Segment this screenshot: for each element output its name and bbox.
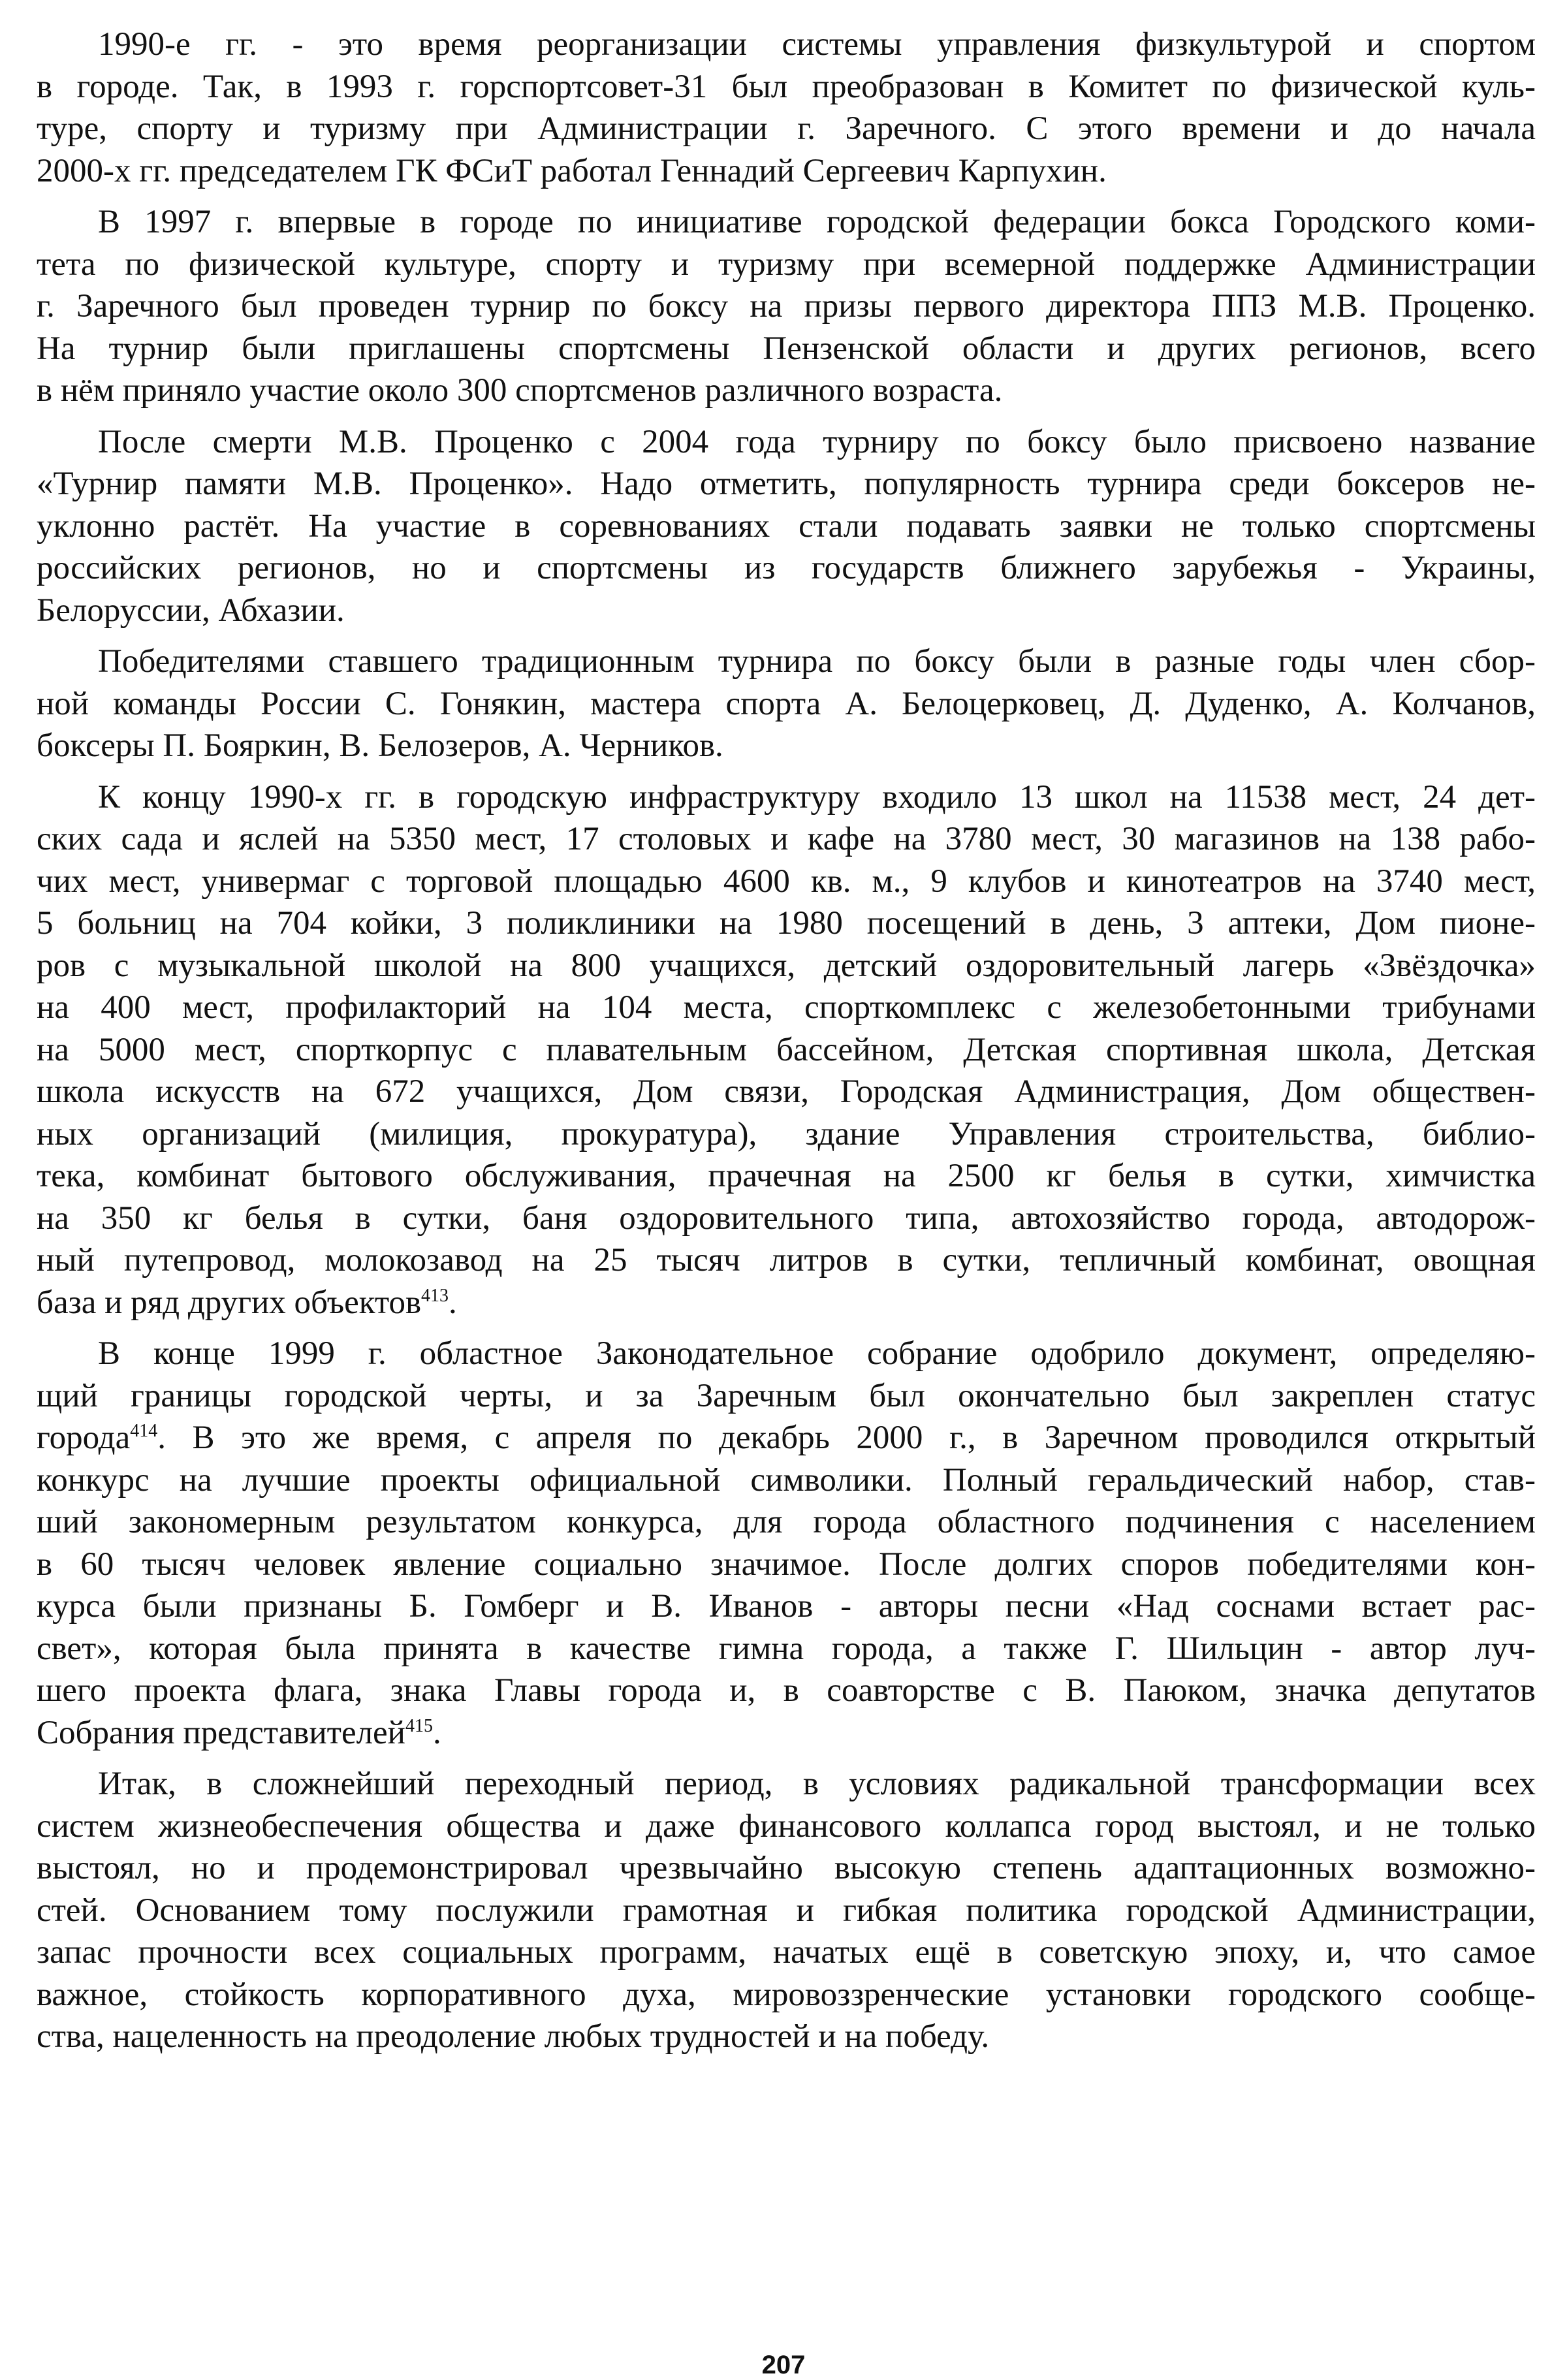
page-body	[37, 24, 1536, 2067]
text-line: В конце 1999 г. областное Законодательное собрание одобрило документ, определяю-	[98, 1335, 1536, 1372]
text-span: база и ряд других объектов	[37, 1284, 422, 1321]
text-line: После смерти М.В. Проценко с 2004 года турниру по боксу было присвоено название	[98, 423, 1536, 460]
text-line: 1990-е гг. - это время реорганизации системы управления физкультурой и спортом	[98, 26, 1536, 63]
paragraph	[37, 1333, 1536, 1754]
text-line	[37, 1712, 1536, 1754]
text-line	[37, 1417, 1536, 1459]
text-line: шего проекта флага, знака Главы города и, в соавторстве с В. Паюком, значка депутатов	[37, 1672, 1536, 1709]
text-line	[37, 1282, 1536, 1324]
text-line: школа искусств на 672 учащихся, Дом связи, Городская Администрация, Дом обществен-	[37, 1073, 1536, 1110]
text-line: курса были признаны Б. Гомберг и В. Иванов - авторы песни «Над соснами встает рас-	[37, 1588, 1536, 1625]
paragraph	[37, 776, 1536, 1324]
text-line: уклонно растёт. На участие в соревнованиях стали подавать заявки не только спортсмены	[37, 507, 1536, 545]
text-line: чих мест, универмаг с торговой площадью 4600 кв. м., 9 клубов и кинотеатров на 3740 мест,	[37, 863, 1536, 900]
text-line: 2000-х гг. председателем ГК ФСиТ работал Геннадий Сергеевич Карпухин.	[37, 152, 1107, 189]
footnote-reference: 414	[130, 1421, 158, 1441]
text-line: ских сада и яслей на 5350 мест, 17 столовых и кафе на 3780 мест, 30 магазинов на 138 рабо-	[37, 821, 1536, 857]
paragraph	[37, 201, 1536, 412]
text-line: на 400 мест, профилакторий на 104 места, спорткомплекс с железобетонными трибунами	[37, 989, 1536, 1026]
text-line: ных организаций (милиция, прокуратура), здание Управления строительства, библио-	[37, 1115, 1536, 1152]
text-span: города	[37, 1420, 131, 1456]
text-span: . В это же время, с апреля по декабрь 2000 г., в Заречном проводился открытый	[157, 1420, 1536, 1456]
paragraph	[37, 24, 1536, 192]
text-line: ный путепровод, молокозавод на 25 тысяч литров в сутки, тепличный комбинат, овощная	[37, 1242, 1536, 1278]
text-line: К концу 1990-х гг. в городскую инфраструктуру входило 13 школ на 11538 мест, 24 дет-	[98, 778, 1536, 816]
text-line: тета по физической культуре, спорту и туризму при всемерной поддержке Администрации	[37, 246, 1536, 283]
text-line: свет», которая была принята в качестве гимна города, а также Г. Шильцин - автор луч-	[37, 1630, 1536, 1667]
text-line: ший закономерным результатом конкурса, для города областного подчинения с населением	[37, 1504, 1536, 1540]
footnote-reference: 413	[421, 1285, 449, 1306]
text-line: ства, нацеленность на преодоление любых трудностей и на победу.	[37, 2018, 990, 2055]
text-line: ров с музыкальной школой на 800 учащихся, детский оздоровительный лагерь «Звёздочка»	[37, 947, 1536, 984]
text-line: систем жизнеобеспечения общества и даже финансового коллапса город выстоял, и не только	[37, 1807, 1536, 1845]
text-line: Победителями ставшего традиционным турнира по боксу были в разные годы член сбор-	[98, 643, 1536, 680]
text-line: запас прочности всех социальных программ, начатых ещё в советскую эпоху, и, что самое	[37, 1934, 1536, 1971]
text-line: в нём приняло участие около 300 спортсменов различного возраста.	[37, 372, 1003, 409]
text-line: г. Заречного был проведен турнир по боксу на призы первого директора ППЗ М.В. Проценко.	[37, 288, 1536, 325]
text-line: на 5000 мест, спорткорпус с плавательным бассейном, Детская спортивная школа, Детская	[37, 1031, 1536, 1068]
text-line: На турнир были приглашены спортсмены Пензенской области и других регионов, всего	[37, 330, 1536, 367]
text-line: боксеры П. Бояркин, В. Белозеров, А. Черников.	[37, 727, 723, 764]
text-line: выстоял, но и продемонстрировал чрезвычайно высокую степень адаптационных возможно-	[37, 1850, 1536, 1886]
text-line: туре, спорту и туризму при Администрации г. Заречного. С этого времени и до начала	[37, 110, 1536, 147]
paragraph	[37, 421, 1536, 632]
text-line: В 1997 г. впервые в городе по инициативе городской федерации бокса Городского коми-	[98, 204, 1536, 240]
text-line: «Турнир памяти М.В. Проценко». Надо отметить, популярность турнира среди боксеров не-	[37, 466, 1536, 502]
text-span: .	[432, 1714, 441, 1751]
text-line: Белоруссии, Абхазии.	[37, 592, 345, 629]
text-line: конкурс на лучшие проекты официальной символики. Полный геральдический набор, став-	[37, 1461, 1536, 1499]
text-line: российских регионов, но и спортсмены из государств ближнего зарубежья - Украины,	[37, 550, 1536, 586]
text-line: в 60 тысяч человек явление социально значимое. После долгих споров победителями кон-	[37, 1546, 1536, 1583]
text-line: стей. Основанием тому послужили грамотная и гибкая политика городской Администрации,	[37, 1892, 1536, 1929]
paragraph	[37, 1763, 1536, 2058]
text-span: .	[449, 1284, 457, 1321]
footnote-reference: 415	[405, 1715, 433, 1736]
text-line: ной команды России С. Гонякин, мастера спорта А. Белоцерковец, Д. Дуденко, А. Колчанов,	[37, 685, 1536, 722]
text-line: Итак, в сложнейший переходный период, в условиях радикальной трансформации всех	[98, 1766, 1536, 1802]
text-line: на 350 кг белья в сутки, баня оздоровительного типа, автохозяйство города, автодорож-	[37, 1199, 1536, 1237]
text-line: важное, стойкость корпоративного духа, мировоззренческие установки городского сообще-	[37, 1976, 1536, 2013]
text-line: 5 больниц на 704 койки, 3 поликлиники на 1980 посещений в день, 3 аптеки, Дом пионе-	[37, 905, 1536, 942]
page-number: 207	[761, 2351, 806, 2379]
text-line: щий границы городской черты, и за Заречным был окончательно был закреплен статус	[37, 1377, 1536, 1414]
text-line: тека, комбинат бытового обслуживания, прачечная на 2500 кг белья в сутки, химчистка	[37, 1158, 1536, 1194]
text-span: Собрания представителей	[37, 1714, 405, 1751]
text-line: в городе. Так, в 1993 г. горспортсовет-31 был преобразован в Комитет по физической куль-	[37, 68, 1536, 105]
paragraph	[37, 641, 1536, 767]
